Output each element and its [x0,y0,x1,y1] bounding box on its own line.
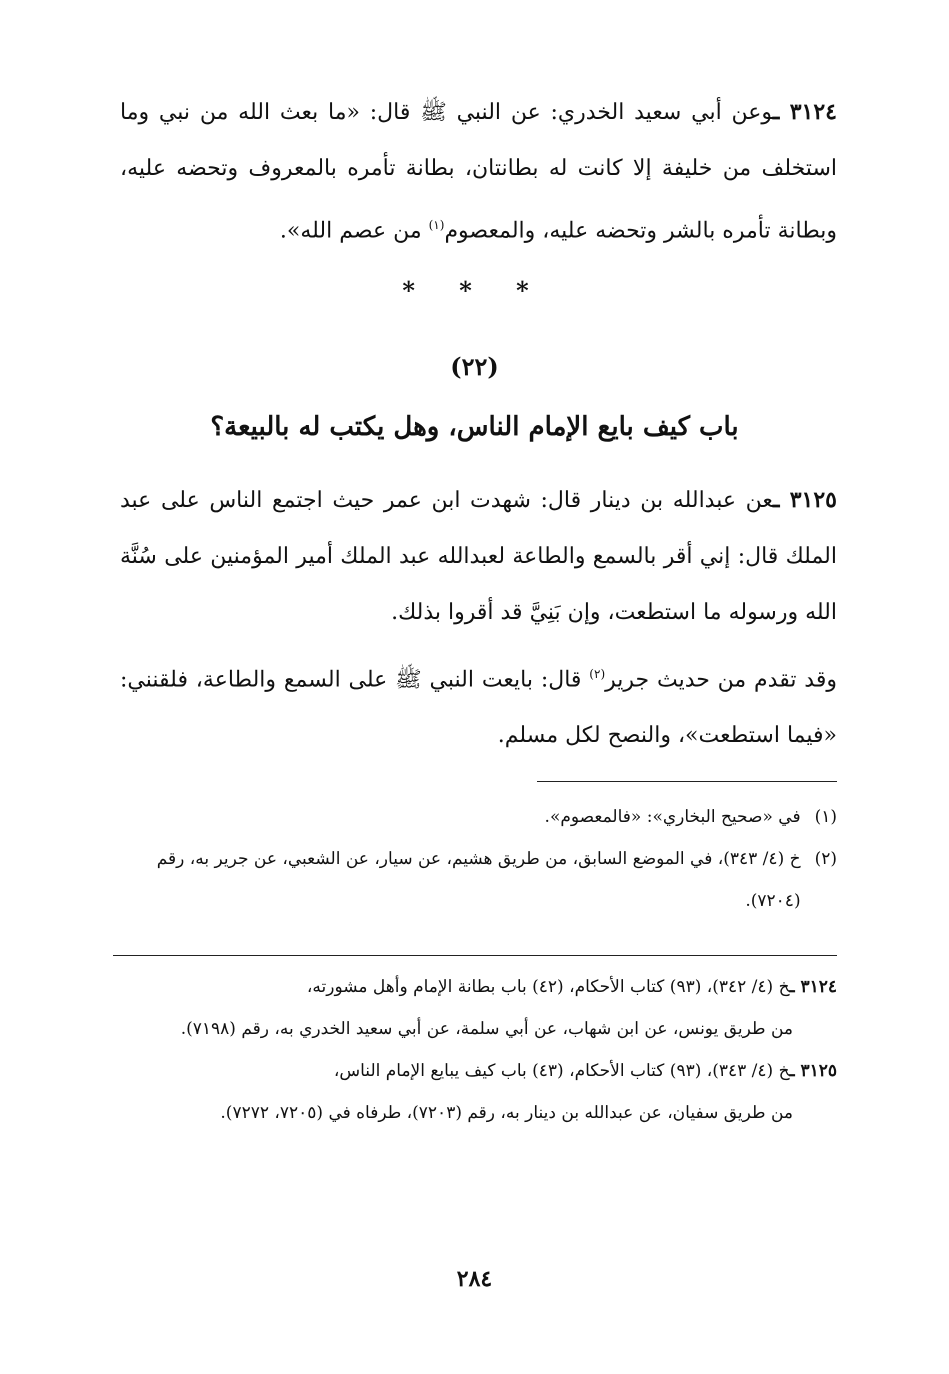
reference-code: ٣١٢٤ ـ [789,977,837,997]
footnote-item [120,796,837,838]
footnote-marker: (٢) [814,849,837,869]
hadith-3124 [120,84,837,259]
hadith-number: ٣١٢٥ ـ [772,487,837,513]
chapter-title: باب كيف بايع الإمام الناس، وهل يكتب له بالبيعة؟ [210,412,739,442]
reference-item [120,966,837,1050]
footnote-text: خ (٤/ ٣٤٣)، في الموضع السابق، من طريق هشيم، عن سيار، عن الشعبي، عن جرير به، رقم (٧٢٠٤). [156,849,801,911]
references [120,966,837,1134]
reference-code: ٣١٢٥ ـ [789,1061,837,1081]
references-divider [113,955,837,956]
hadith-text: وعن أبي سعيد الخدري: عن النبي ﷺ قال: «ما بعث الله من نبي وما استخلف من خليفة إلا كانت له بطانتان، بطانة تأمره بالمعروف وتحضه عليه، وبطانة تأمره بالشر وتحضه عليه، والمعصوم [120,100,837,244]
footnote-item [120,838,837,922]
footnote-mark: (١) [428,218,445,232]
reference-item [120,1050,837,1134]
hadith-number: ٣١٢٤ ـ [772,99,837,125]
reference-text: خ (٤/ ٣٤٣)، (٩٣) كتاب الأحكام، (٤٣) باب كيف يبايع الإمام الناس، [333,1061,790,1081]
page-number: ٢٨٤ [456,1266,493,1292]
reference-text: خ (٤/ ٣٤٢)، (٩٣) كتاب الأحكام، (٤٢) باب بطانة الإمام وأهل مشورته، [306,977,790,997]
jarir-paragraph [120,646,837,764]
hadith-text: عن عبدالله بن دينار قال: شهدت ابن عمر حيث اجتمع الناس على عبد الملك قال: إني أقر بالسمع والطاعة لعبدالله عبد الملك أمير المؤمنين على سُنَّة الله ورسوله ما استطعت، وإن بَنِيَّ قد أقروا بذلك. [120,488,837,625]
reference-first-line [120,966,837,1008]
footnote-text: في «صحيح البخاري»: «فالمعصوم». [544,807,801,827]
paragraph-text: وقد تقدم من حديث جرير [605,667,837,693]
chapter-number: (٢٢) [450,352,499,381]
footnotes [120,796,837,922]
footnote-divider [537,781,837,782]
section-separator: * * * [402,276,547,305]
reference-continuation: من طريق يونس، عن ابن شهاب، عن أبي سلمة، عن أبي سعيد الخدري به، رقم (٧١٩٨). [180,1019,793,1039]
footnote-marker: (١) [814,807,837,827]
reference-continuation: من طريق سفيان، عن عبدالله بن دينار به، رقم (٧٢٠٣)، طرفاه في (٧٢٠٥، ٧٢٧٢). [220,1103,793,1123]
paragraph-text-end: قال: بايعت النبي ﷺ على السمع والطاعة، فلقنني: «فيما استطعت»، والنصح لكل مسلم. [120,667,837,749]
reference-first-line [120,1050,837,1092]
hadith-3125 [120,472,837,641]
footnote-mark: (٢) [589,667,606,681]
hadith-text-end: من عصم الله». [279,218,429,244]
